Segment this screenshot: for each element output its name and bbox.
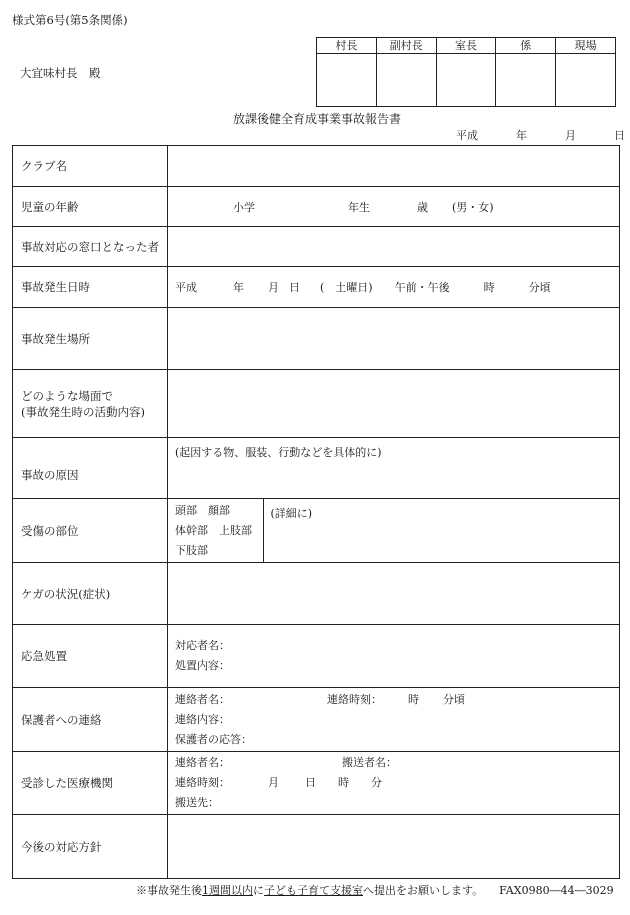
field-policy[interactable]: [168, 815, 620, 879]
text-hospital-minute: 分: [371, 776, 382, 789]
text-treatment: 処置内容：: [175, 659, 230, 672]
field-guardian[interactable]: [168, 688, 620, 752]
text-transporter: 搬送者名：: [342, 756, 397, 769]
label-policy: 今後の対応方針: [13, 815, 168, 879]
text-guardian-content: 連絡内容：: [175, 712, 230, 726]
text-responder: 対応者名：: [175, 639, 230, 652]
approval-header-genba: 現場: [556, 38, 616, 54]
text-sex: (男・女): [452, 200, 494, 214]
accident-report-table: [12, 145, 620, 879]
row-policy: [13, 815, 620, 879]
approval-stamp-cell[interactable]: [317, 54, 377, 107]
approval-header-kakari: 係: [496, 38, 556, 54]
field-cause[interactable]: [168, 438, 620, 499]
row-situation: [13, 370, 620, 438]
text-school: 小学: [233, 200, 255, 214]
row-contact-person: [13, 227, 620, 267]
row-datetime: [13, 267, 620, 308]
approval-stamp-cell[interactable]: [496, 54, 556, 107]
label-injury: 受傷の部位: [13, 499, 168, 563]
field-place[interactable]: [168, 308, 620, 370]
text-cause-note: (起因する物、服装、行動などを具体的に): [175, 446, 382, 459]
label-first-aid: 応急処置: [13, 625, 168, 688]
field-first-aid[interactable]: [168, 625, 620, 688]
text-age: 歳: [417, 200, 428, 214]
row-first-aid: [13, 625, 620, 688]
footer-prefix: ※事故発生後: [136, 884, 202, 897]
field-situation[interactable]: [168, 370, 620, 438]
approval-stamp-cell[interactable]: [376, 54, 436, 107]
date-month: 月: [565, 129, 576, 142]
date-day: 日: [614, 129, 625, 142]
text-day: 日: [289, 281, 300, 294]
label-place: 事故発生場所: [13, 308, 168, 370]
footer-office: 子ども子育て支援室: [264, 884, 363, 897]
label-guardian: 保護者への連絡: [13, 688, 168, 752]
field-condition[interactable]: [168, 563, 620, 625]
approval-header-shitsuchou: 室長: [436, 38, 496, 54]
approval-header-sonchou: 村長: [317, 38, 377, 54]
label-contact-person: 事故対応の窓口となった者: [13, 227, 168, 267]
approval-stamp-box: [316, 37, 616, 107]
label-hospital: 受診した医療機関: [13, 752, 168, 815]
form-id: 様式第6号(第5条関係): [12, 13, 128, 27]
text-guardian-hour: 時: [408, 692, 419, 706]
label-child-age: 児童の年齢: [13, 187, 168, 227]
text-guardian-contact-name: 連絡者名：: [175, 692, 230, 706]
field-contact-person[interactable]: [168, 227, 620, 267]
injury-parts-line1: 頭部 顔部: [175, 504, 230, 517]
label-cause: 事故の原因: [13, 438, 168, 499]
text-era: 平成: [175, 281, 197, 294]
hospital-line1: [175, 753, 619, 773]
date-era: 平成: [456, 129, 478, 142]
text-grade: 年生: [348, 200, 370, 214]
label-situation-line2: (事故発生時の活動内容): [21, 404, 145, 419]
row-injury: [13, 499, 620, 563]
hospital-line2: [175, 773, 619, 793]
injury-detail[interactable]: [263, 499, 619, 562]
row-guardian: [13, 688, 620, 752]
label-situation-line1: どのような場面で: [21, 388, 113, 403]
text-hospital-month: 月: [268, 776, 279, 789]
row-hospital: [13, 752, 620, 815]
field-hospital[interactable]: [168, 752, 620, 815]
row-place: [13, 308, 620, 370]
text-ampm: 午前・午後: [394, 281, 450, 294]
row-club-name: [13, 146, 620, 187]
addressee: 大宜味村長 殿: [20, 66, 101, 80]
text-guardian-minute: 分頃: [443, 692, 465, 706]
date-line: [456, 127, 625, 143]
field-club-name[interactable]: [168, 146, 620, 187]
text-injury-detail: (詳細に): [270, 507, 313, 520]
approval-stamp-cell[interactable]: [436, 54, 496, 107]
label-club-name: クラブ名: [13, 146, 168, 187]
footer-suffix: へ提出をお願いします。: [363, 884, 484, 897]
approval-header-fukusonchou: 副村長: [376, 38, 436, 54]
label-situation: [13, 370, 168, 438]
text-weekday: ( 土曜日): [320, 281, 373, 294]
footer-mid: に: [253, 884, 264, 897]
label-condition: ケガの状況(症状): [13, 563, 168, 625]
label-datetime: 事故発生日時: [13, 267, 168, 308]
field-injury[interactable]: [168, 499, 620, 563]
row-condition: [13, 563, 620, 625]
text-year: 年: [233, 281, 244, 294]
text-guardian-contact-time: 連絡時刻：: [327, 692, 382, 706]
injury-parts-line2: 体幹部 上肢部: [175, 524, 252, 537]
text-hospital-day: 日: [305, 776, 316, 789]
text-guardian-response: 保護者の応答：: [175, 732, 252, 746]
injury-subtable: [168, 499, 619, 562]
injury-parts-line3: 下肢部: [175, 544, 208, 557]
footer-fax: FAX0980―44―3029: [499, 884, 614, 897]
footer-deadline: 1週間以内: [202, 884, 253, 897]
text-month: 月: [268, 281, 279, 294]
report-title: 放課後健全育成事業事故報告書: [233, 112, 402, 126]
guardian-line1: [175, 690, 619, 710]
footer-note: [136, 882, 614, 898]
injury-parts: [168, 499, 263, 562]
field-child-age[interactable]: [168, 187, 620, 227]
row-child-age: [13, 187, 620, 227]
date-year: 年: [516, 129, 527, 142]
text-hospital-contact-time: 連絡時刻：: [175, 776, 230, 789]
text-destination: 搬送先：: [175, 796, 219, 809]
text-hospital-hour: 時: [338, 776, 349, 789]
text-hour: 時: [483, 281, 495, 294]
approval-stamp-cell[interactable]: [556, 54, 616, 107]
text-minute: 分頃: [528, 281, 551, 294]
text-hospital-contact-name: 連絡者名：: [175, 756, 230, 769]
field-datetime[interactable]: [168, 267, 620, 308]
row-cause: [13, 438, 620, 499]
